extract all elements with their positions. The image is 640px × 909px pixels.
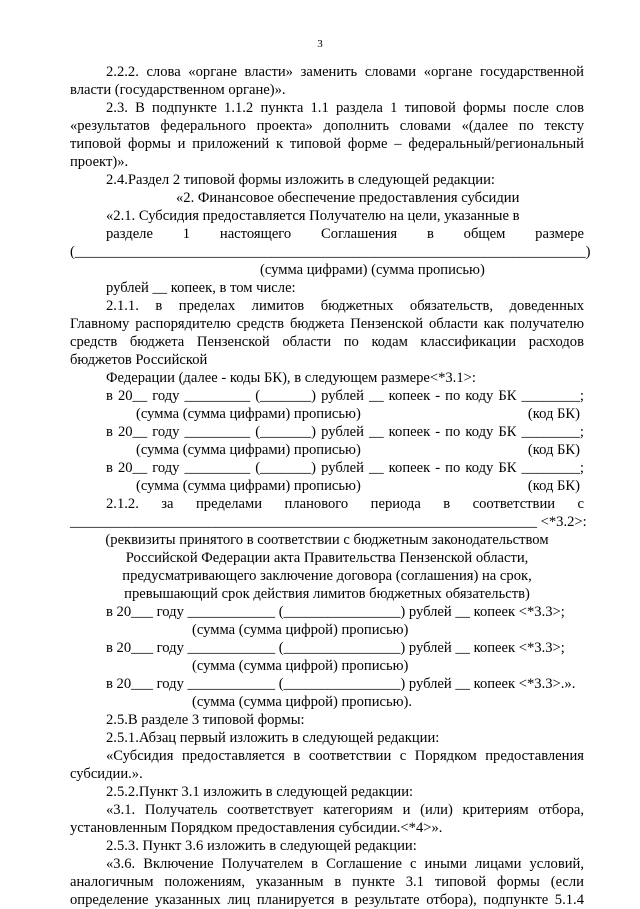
text-line: «результатов федерального проекта» дополнить словами «(далее по тексту: [70, 118, 584, 134]
text-line: 2.3. В подпункте 1.1.2 пункта 1.1 раздела 1 типовой формы после слов: [106, 100, 584, 116]
text-line: 2.5.3. Пункт 3.6 изложить в следующей редакции:: [106, 838, 417, 854]
page-number: 3: [317, 38, 323, 50]
text-line: ________________________________________________________________ <*3.2>:: [70, 514, 587, 530]
text-line: 2.5.2.Пункт 3.1 изложить в следующей редакции:: [106, 784, 414, 800]
text-line: «3.1. Получатель соответствует категориям и (или) критериям отбора,: [106, 802, 584, 818]
text-line: «Субсидия предоставляется в соответствии с Порядком предоставления: [106, 748, 584, 764]
text-line: (код БК): [527, 478, 580, 494]
text-line: власти (государственном органе)».: [70, 82, 286, 98]
text-line: в 20__ году _________ (_______) рублей __ копеек - по коду БК ________;: [106, 388, 584, 404]
text-line: установленным Порядком предоставления субсидии.<*4>».: [70, 820, 443, 836]
text-line: (сумма (сумма цифрой) прописью): [192, 658, 409, 674]
text-line: в 20___ году ____________ (________________) рублей __ копеек <*3.3>.».: [106, 676, 576, 692]
text-line: 2.1.2. за пределами планового периода в соответствии с: [106, 496, 584, 512]
text-line: (сумма (сумма цифрой) прописью): [192, 622, 409, 638]
text-line: аналогичным положениям, указанным в пункте 3.1 типовой формы (если: [70, 874, 584, 890]
text-line: проект)».: [70, 154, 129, 170]
text-line: 2.5.1.Абзац первый изложить в следующей редакции:: [106, 730, 440, 746]
text-line: средств бюджета Пензенской области по кодам классификации расходов: [70, 334, 584, 350]
text-line: Главному распорядителю средств бюджета Пензенской области как получателю: [70, 316, 584, 332]
text-line: 2.2.2. слова «органе власти» заменить словами «органе государственной: [106, 64, 584, 80]
text-line: в 20___ году ____________ (________________) рублей __ копеек <*3.3>;: [106, 604, 565, 620]
text-line: превышающий срок действия лимитов бюджетных обязательств): [124, 586, 530, 602]
text-line: в 20___ году ____________ (________________) рублей __ копеек <*3.3>;: [106, 640, 565, 656]
text-line: рублей __ копеек, в том числе:: [106, 280, 296, 296]
text-line: бюджетов Российской: [70, 352, 208, 368]
text-line: разделе 1 настоящего Соглашения в общем размере: [106, 226, 584, 242]
text-line: (сумма цифрами) (сумма прописью): [260, 262, 485, 278]
text-line: 2.5.В разделе 3 типовой формы:: [106, 712, 305, 728]
text-line: 2.1.1. в пределах лимитов бюджетных обязательств, доведенных: [106, 298, 584, 314]
text-line: (код БК): [527, 406, 580, 422]
text-line: в 20__ году _________ (_______) рублей __ копеек - по коду БК ________;: [106, 460, 584, 476]
text-line: «3.6. Включение Получателем в Соглашение с иными лицами условий,: [106, 856, 584, 872]
text-line: (сумма (сумма цифрами) прописью): [136, 406, 361, 422]
text-line: (код БК): [527, 442, 580, 458]
text-line: (______________________________________________________________________): [70, 244, 591, 260]
text-line: предусматривающего заключение договора (соглашения) на срок,: [122, 568, 532, 584]
text-line: определение указанных лиц планируется в результате отбора), подпункте 5.1.4: [70, 892, 584, 908]
text-line: Федерации (далее - коды БК), в следующем размере<*3.1>:: [106, 370, 476, 386]
text-line: (реквизиты принятого в соответствии с бюджетным законодательством: [105, 532, 549, 548]
text-line: 2.4.Раздел 2 типовой формы изложить в следующей редакции:: [106, 172, 495, 188]
text-line: «2. Финансовое обеспечение предоставления субсидии: [176, 190, 520, 206]
text-line: типовой формы и приложений к типовой форме – федеральный/региональный: [70, 136, 584, 152]
text-line: «2.1. Субсидия предоставляется Получателю на цели, указанные в: [106, 208, 520, 224]
text-line: Российской Федерации акта Правительства Пензенской области,: [125, 550, 529, 566]
text-line: (сумма (сумма цифрой) прописью).: [192, 694, 413, 710]
text-line: (сумма (сумма цифрами) прописью): [136, 442, 361, 458]
text-line: субсидии.».: [70, 766, 143, 782]
text-line: (сумма (сумма цифрами) прописью): [136, 478, 361, 494]
text-line: в 20__ году _________ (_______) рублей __ копеек - по коду БК ________;: [106, 424, 584, 440]
